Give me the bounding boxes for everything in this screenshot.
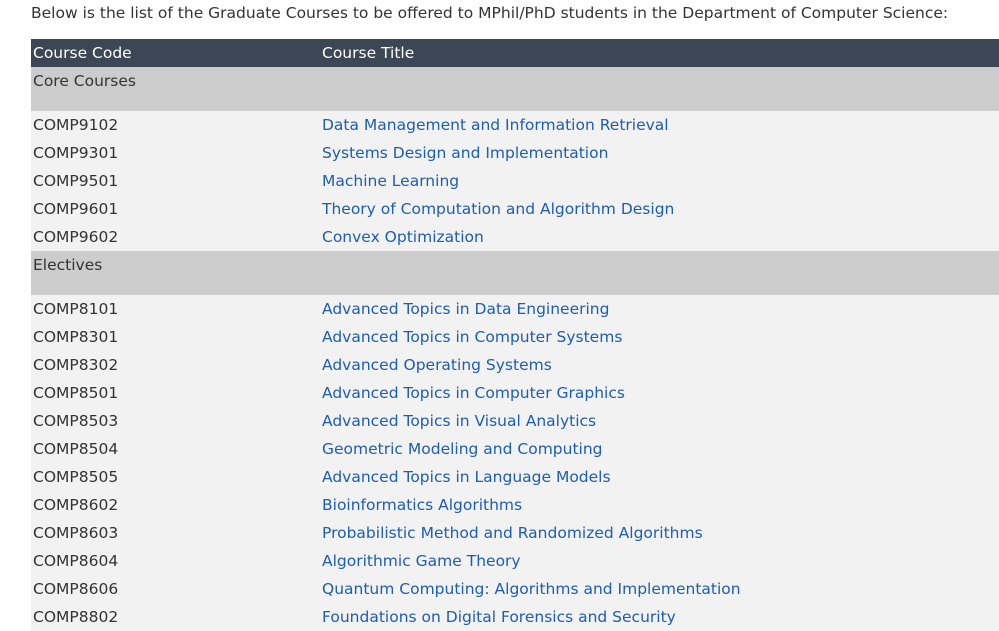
course-code: COMP9102	[31, 111, 322, 139]
course-title-link[interactable]: Data Management and Information Retrieval	[322, 116, 669, 134]
course-code: COMP9501	[31, 167, 322, 195]
course-title-link[interactable]: Systems Design and Implementation	[322, 144, 609, 162]
course-title-link[interactable]: Machine Learning	[322, 172, 460, 190]
section-label: Electives	[31, 251, 999, 295]
course-code: COMP8505	[31, 463, 322, 491]
course-code: COMP8302	[31, 351, 322, 379]
course-code: COMP9601	[31, 195, 322, 223]
table-row	[31, 519, 999, 547]
course-title-link[interactable]: Advanced Topics in Data Engineering	[322, 300, 610, 318]
section-label: Core Courses	[31, 67, 999, 111]
table-row	[31, 195, 999, 223]
course-code: COMP9602	[31, 223, 322, 251]
course-title-link[interactable]: Algorithmic Game Theory	[322, 552, 521, 570]
table-row	[31, 223, 999, 251]
course-code: COMP8802	[31, 603, 322, 631]
table-row	[31, 323, 999, 351]
table-row	[31, 139, 999, 167]
course-code: COMP8501	[31, 379, 322, 407]
course-code: COMP9301	[31, 139, 322, 167]
table-row	[31, 379, 999, 407]
course-code: COMP8606	[31, 575, 322, 603]
header-course-code: Course Code	[31, 39, 322, 67]
course-title-link[interactable]: Advanced Topics in Computer Systems	[322, 328, 623, 346]
course-code: COMP8603	[31, 519, 322, 547]
course-title-link[interactable]: Foundations on Digital Forensics and Security	[322, 608, 676, 626]
table-row	[31, 111, 999, 139]
table-row	[31, 351, 999, 379]
course-title-link[interactable]: Theory of Computation and Algorithm Design	[322, 200, 675, 218]
table-row	[31, 407, 999, 435]
course-title-link[interactable]: Convex Optimization	[322, 228, 484, 246]
course-code: COMP8101	[31, 295, 322, 323]
course-title-link[interactable]: Advanced Topics in Visual Analytics	[322, 412, 597, 430]
course-code: COMP8504	[31, 435, 322, 463]
intro-text: Below is the list of the Graduate Courses to be offered to MPhil/PhD students in the Department of Computer Science:	[31, 4, 949, 22]
table-row	[31, 491, 999, 519]
section-row-electives	[31, 251, 999, 295]
header-course-title: Course Title	[322, 39, 999, 67]
table-row	[31, 295, 999, 323]
course-code: COMP8602	[31, 491, 322, 519]
course-code: COMP8503	[31, 407, 322, 435]
course-title-link[interactable]: Quantum Computing: Algorithms and Implementation	[322, 580, 741, 598]
course-title-link[interactable]: Geometric Modeling and Computing	[322, 440, 603, 458]
course-title-link[interactable]: Bioinformatics Algorithms	[322, 496, 523, 514]
table-row	[31, 603, 999, 631]
table-row	[31, 575, 999, 603]
course-title-link[interactable]: Probabilistic Method and Randomized Algorithms	[322, 524, 703, 542]
course-code: COMP8604	[31, 547, 322, 575]
course-title-link[interactable]: Advanced Topics in Language Models	[322, 468, 611, 486]
course-table	[31, 39, 999, 631]
course-title-link[interactable]: Advanced Operating Systems	[322, 356, 552, 374]
table-row	[31, 547, 999, 575]
section-row-core-courses	[31, 67, 999, 111]
table-row	[31, 435, 999, 463]
table-row	[31, 167, 999, 195]
course-title-link[interactable]: Advanced Topics in Computer Graphics	[322, 384, 625, 402]
table-header-row	[31, 39, 999, 67]
course-code: COMP8301	[31, 323, 322, 351]
table-row	[31, 463, 999, 491]
